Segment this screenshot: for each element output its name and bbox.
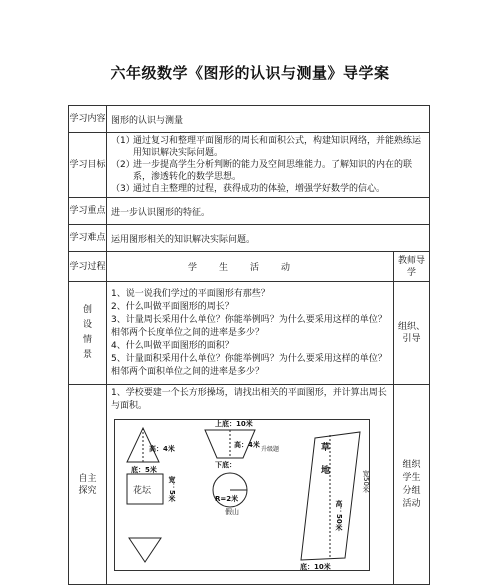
- explore-guide: 组织学生分组活动: [394, 385, 430, 585]
- explore-label: 自主探究: [69, 385, 107, 585]
- key-label: 学习重点: [69, 198, 107, 225]
- key-text: 进一步认识图形的特征。: [107, 198, 430, 225]
- scenario-guide: 组织、引导: [394, 282, 430, 385]
- scenario-label: 创设情景: [69, 282, 107, 385]
- process-label: 学习过程: [69, 252, 107, 282]
- label-base-5: 底：5米: [131, 466, 157, 474]
- label-height-4b: 高：4米: [234, 441, 260, 449]
- question-item: 1、说一说我们学过的平面图形有那些？: [111, 288, 270, 299]
- goal-item: （1） 通过复习和整理平面图形的周长和面积公式，构建知识网络，并能熟练运用知识解决实际问题。: [111, 136, 422, 158]
- explore-content: [107, 385, 394, 585]
- label-height-4: 高：4米: [149, 445, 175, 453]
- difficulty-text: 运用图形相关的知识解决实际问题。: [107, 225, 430, 252]
- label-side-50: 宽50米: [362, 470, 370, 493]
- goal-item: （3） 通过自主整理的过程，获得成功的体验，增强学好数学的信心。: [111, 184, 386, 194]
- study-plan-table: [68, 105, 430, 585]
- label-base-10: 底：10米: [300, 563, 331, 571]
- goals-list: [107, 133, 430, 198]
- label-hint: 升级题: [261, 446, 280, 453]
- question-item: 2、什么叫做平面图形的周长？: [111, 301, 234, 312]
- explore-task: 1、学校要建一个长方形操场，请找出相关的平面图形，并计算出周长与面积。: [111, 388, 387, 411]
- label-grass: 草地: [319, 442, 329, 488]
- goals-label: 学习目标: [69, 133, 107, 198]
- label-top-10: 上底：10米: [215, 420, 253, 428]
- label-radius: R=2米: [215, 495, 239, 503]
- scenario-questions: [107, 282, 394, 385]
- content-text: 图形的认识与测量: [107, 106, 430, 133]
- guide-header: 教师导学: [394, 252, 430, 282]
- label-lower-base: 下底：: [215, 461, 236, 469]
- question-item: 4、什么叫做平面图形的面积？: [111, 340, 234, 351]
- label-rockery: 假山: [225, 508, 239, 516]
- playground-diagram: [114, 419, 370, 571]
- page-title: 六年级数学《图形的认识与测量》导学案: [110, 64, 390, 82]
- triangle-shape-2: [129, 538, 161, 562]
- label-height-50: 高：50米: [335, 500, 343, 531]
- content-label: 学习内容: [69, 106, 107, 133]
- label-flower-bed: 花坛: [133, 486, 152, 496]
- label-width-5: 宽：5米: [168, 476, 176, 502]
- activity-header: 学生活动: [107, 252, 394, 282]
- question-item: 3、计量周长采用什么单位？你能举例吗？为什么要采用这样的单位？相邻两个长度单位之间的进率是多少？: [111, 314, 387, 338]
- difficulty-label: 学习难点: [69, 225, 107, 252]
- goal-item: （2） 进一步提高学生分析判断的能力及空间思维能力。了解知识的内在的联系，渗透转化的数学思想。: [111, 160, 413, 182]
- question-item: 5、计量面积采用什么单位？你能举例吗？为什么要采用这样的单位？相邻两个面积单位之间的进率是多少？: [111, 353, 387, 377]
